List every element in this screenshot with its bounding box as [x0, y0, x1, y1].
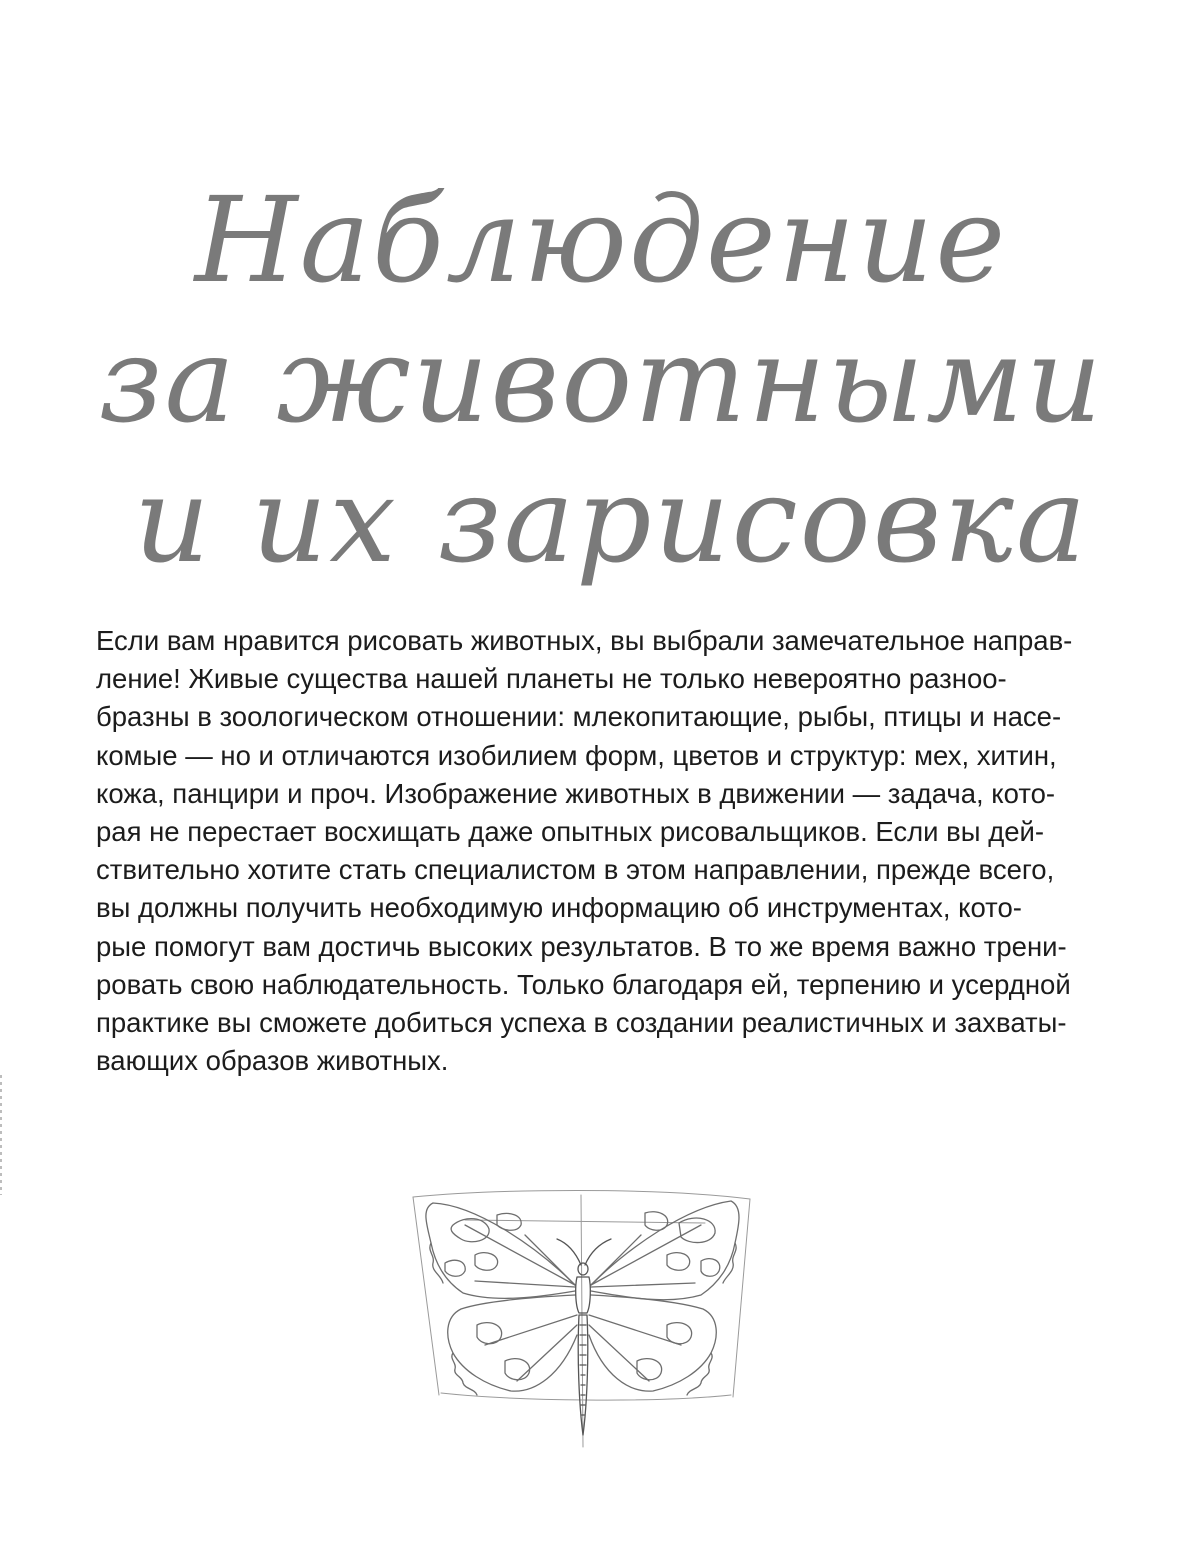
left-forewing	[426, 1203, 575, 1298]
chapter-title	[0, 170, 1182, 590]
paragraph-line: ствительно хотите стать специалистом в этом направлении, прежде всего,	[96, 854, 1055, 886]
paragraph-line: рая не перестает восхищать даже опытных рисовальщиков. Если вы дей-	[96, 816, 1045, 848]
title-line-2: за животными	[98, 311, 1104, 449]
paragraph-line: практике вы сможете добиться успеха в создании реалистичных и захваты-	[96, 1007, 1067, 1039]
paragraph-line: вы должны получить необходимую информацию об инструментах, кото-	[96, 892, 1022, 924]
paragraph-line: ровать свою наблюдательность. Только благодаря ей, терпению и усердной	[96, 968, 1071, 1000]
paragraph-line: вающих образов животных.	[96, 1045, 449, 1077]
construction-lines	[413, 1191, 750, 1448]
right-forewing	[591, 1201, 739, 1300]
intro-paragraph	[96, 622, 1096, 1080]
left-hindwing	[448, 1295, 577, 1395]
right-hindwing	[589, 1295, 716, 1395]
paragraph-line: комые — но и отличаются изобилием форм, цветов и структур: мех, хитин,	[96, 739, 1057, 771]
page-edge-mark	[0, 1075, 2, 1195]
paragraph-line: ление! Живые существа нашей планеты не только невероятно разноо-	[96, 663, 1007, 695]
paragraph-line: Если вам нравится рисовать животных, вы выбрали замечательное направ-	[96, 625, 1073, 656]
butterfly-sketch-icon	[405, 1185, 760, 1455]
paragraph-line: рые помогут вам достичь высоких результатов. В то же время важно трени-	[96, 930, 1067, 962]
title-line-3: и их зарисовка	[133, 451, 1089, 589]
paragraph-line: кожа, панцири и проч. Изображение животных в движении — задача, кото-	[96, 777, 1056, 809]
paragraph-line: бразны в зоологическом отношении: млекопитающие, рыбы, птицы и насе-	[96, 701, 1062, 733]
title-line-1: Наблюдение	[194, 171, 1008, 309]
butterfly-body	[557, 1239, 611, 1435]
